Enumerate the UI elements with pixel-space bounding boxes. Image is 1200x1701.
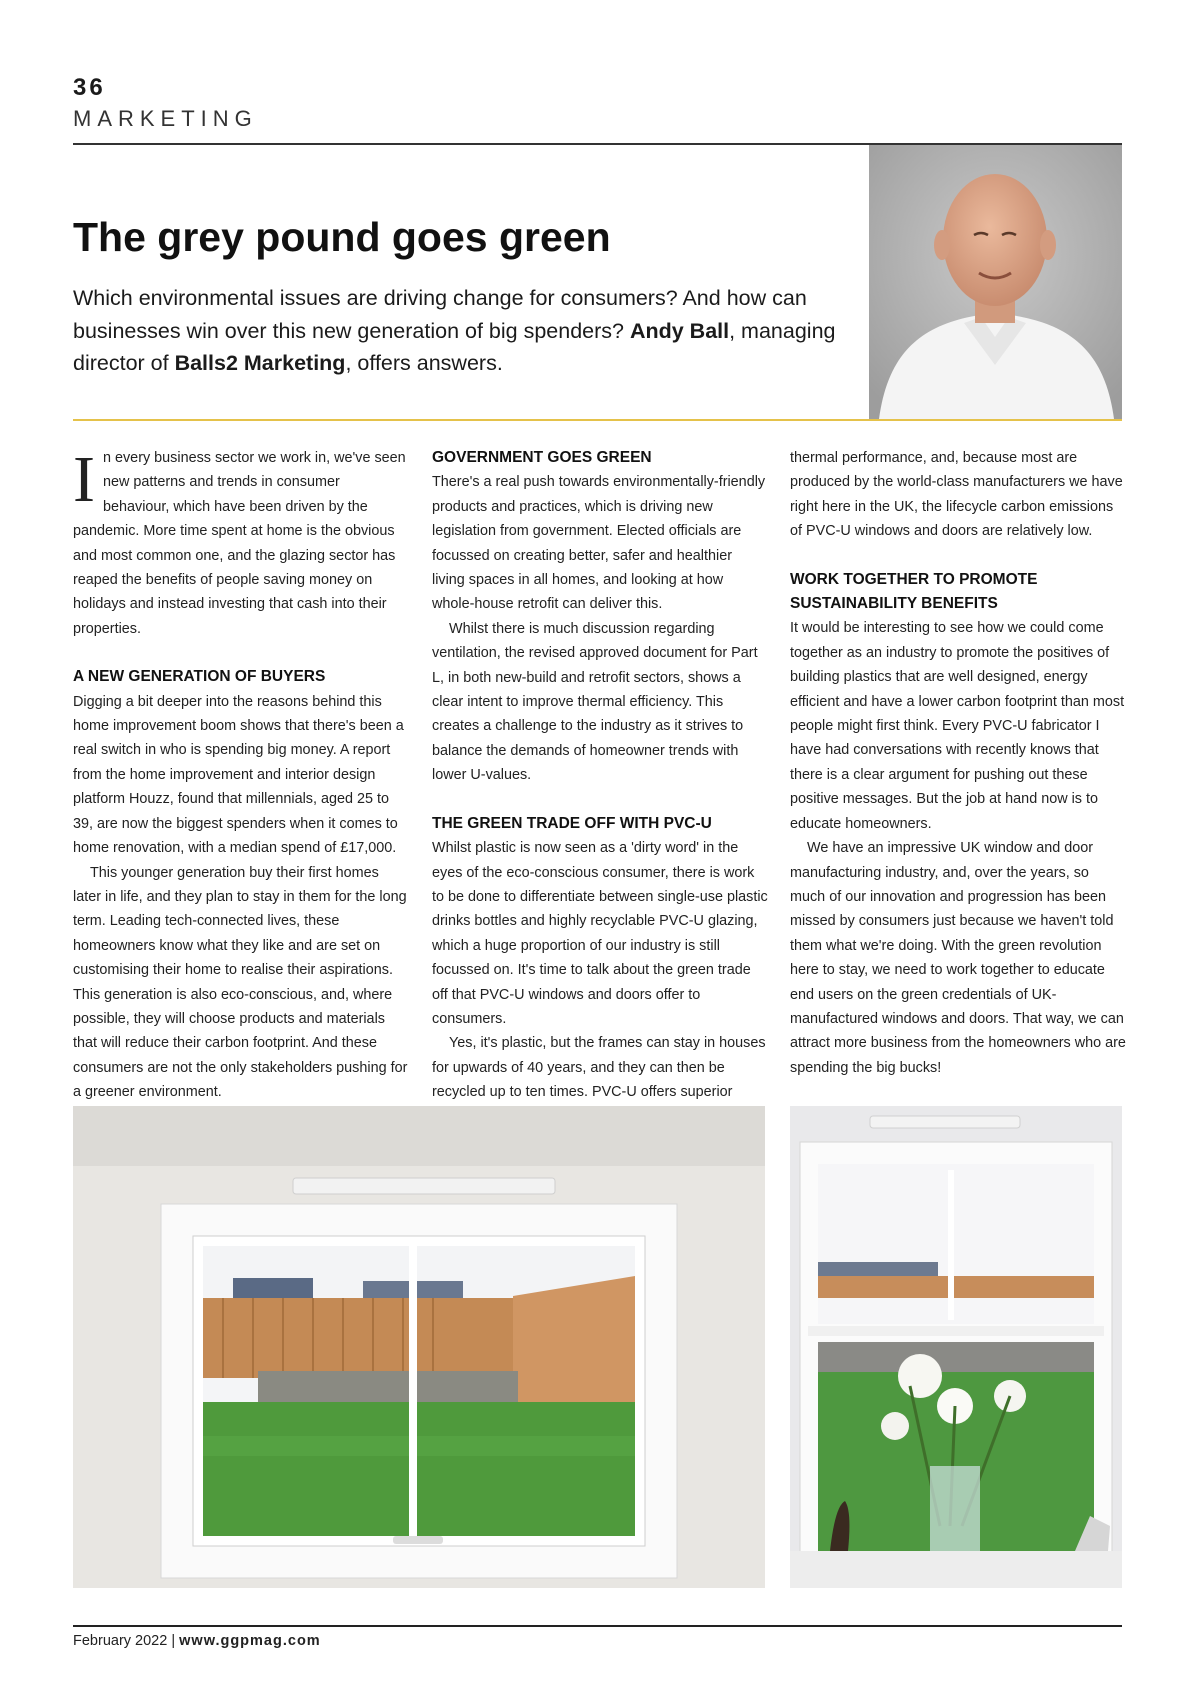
paragraph: We have an impressive UK window and door manufacturing industry, and, over the years, so much of our innovation and progression has been missed by consumers just because we haven't told them what we're doing. With the green revolution here to stay, we need to work together to educate end users on the green credentials of UK-manufactured windows and doors. That way, we can attract more business from the homeowners who are spending the big bucks! <box>790 840 1126 1076</box>
paragraph: Whilst plastic is now seen as a 'dirty word' in the eyes of the eco-conscious consumer, there is work to be done to differentiate between single-use plastic drinks bottles and highly recyclable PVC-U glazing, which a huge proportion of our industry is still focussed on. It's time to talk about the green trade off that PVC-U windows and doors offer to consumers. <box>432 840 768 1027</box>
window-photo-garden <box>73 1106 765 1588</box>
article-column-1 <box>73 443 409 1105</box>
standfirst-text: , managing director of <box>73 318 836 375</box>
article-column-2 <box>432 446 768 1105</box>
author-name: Andy Ball <box>629 318 730 343</box>
page-number: 36 <box>73 74 106 101</box>
intro-paragraph <box>73 443 409 641</box>
standfirst-divider <box>73 419 1122 421</box>
paragraph: Whilst there is much discussion regarding ventilation, the revised approved document for Part L, in both new-build and retrofit sectors, shows a clear intent to improve thermal efficiency. This creates a challenge to the industry as it strives to balance the demands of homeowner trends with lower U-values. <box>432 620 758 784</box>
window-photo-flowers <box>790 1106 1122 1588</box>
issue-date: February 2022 <box>73 1633 168 1649</box>
paragraph: This younger generation buy their first homes later in life, and they plan to stay in them for the long term. Leading tech-connected lives, these homeowners know what they like and are set on customising their home to realise their aspirations. This generation is also eco-conscious, and, where possible, they will choose products and materials that will reduce their carbon footprint. And these consumers are not the only stakeholders pushing for a greener environment. <box>73 864 408 1101</box>
paragraph: Yes, it's plastic, but the frames can stay in houses for upwards of 40 years, and they can then be recycled up to ten times. PVC-U offers superior <box>432 1035 766 1101</box>
section-label: MARKETING <box>73 106 258 131</box>
subheading: WORK TOGETHER TO PROMOTE SUSTAINABILITY BENEFITS <box>790 570 1038 613</box>
website-link[interactable]: www.ggpmag.com <box>179 1633 321 1649</box>
drop-cap: I <box>73 443 95 516</box>
footer-separator: | <box>167 1633 180 1649</box>
paragraph: Digging a bit deeper into the reasons behind this home improvement boom shows that there's been a real switch in who is spending big money. A report from the home improvement and interior design platform Houzz, found that millennials, aged 25 to 39, are now the biggest spenders when it comes to home renovation, with a median spend of £17,000. <box>73 693 404 857</box>
standfirst-text: Which environmental issues are driving change for consumers? And how can businesses win over this new generation of big spenders? <box>73 286 807 343</box>
paragraph: There's a real push towards environmentally-friendly products and practices, which is driving new legislation from government. Elected officials are focussed on creating better, safer and healthier living spaces in all homes, and looking at how whole-house retrofit can deliver this. <box>432 474 766 613</box>
paragraph: It would be interesting to see how we could come together as an industry to promote the positives of building plastics that are well designed, energy efficient and have a lower carbon footprint than most people might first think. Every PVC-U fabricator I have had conversations with recently knows that there is a clear argument for pushing out these positive messages. But the job at hand now is to educate homeowners. <box>790 620 1125 832</box>
standfirst-text: , offers answers. <box>345 351 503 375</box>
company-name: Balls2 Marketing <box>174 351 346 375</box>
headline: The grey pound goes green <box>73 214 611 260</box>
subheading: GOVERNMENT GOES GREEN <box>432 449 652 466</box>
subheading: A NEW GENERATION OF BUYERS <box>73 668 326 686</box>
subheading: THE GREEN TRADE OFF WITH PVC-U <box>432 814 712 832</box>
footer <box>73 1633 321 1649</box>
article-column-3 <box>790 446 1126 1080</box>
paragraph: thermal performance, and, because most are produced by the world-class manufacturers we have right here in the UK, the lifecycle carbon emissions of PVC-U windows and doors are relatively low. <box>790 450 1123 540</box>
intro-text: n every business sector we work in, we've seen new patterns and trends in consumer behaviour, which have been driven by the pandemic. More time spent at home is the obvious and most common one, and the glazing sector has reaped the benefits of people saving money on holidays and instead investing that cash into their properties. <box>73 450 406 637</box>
standfirst <box>73 282 853 380</box>
footer-divider <box>73 1625 1122 1627</box>
author-portrait <box>869 145 1122 419</box>
